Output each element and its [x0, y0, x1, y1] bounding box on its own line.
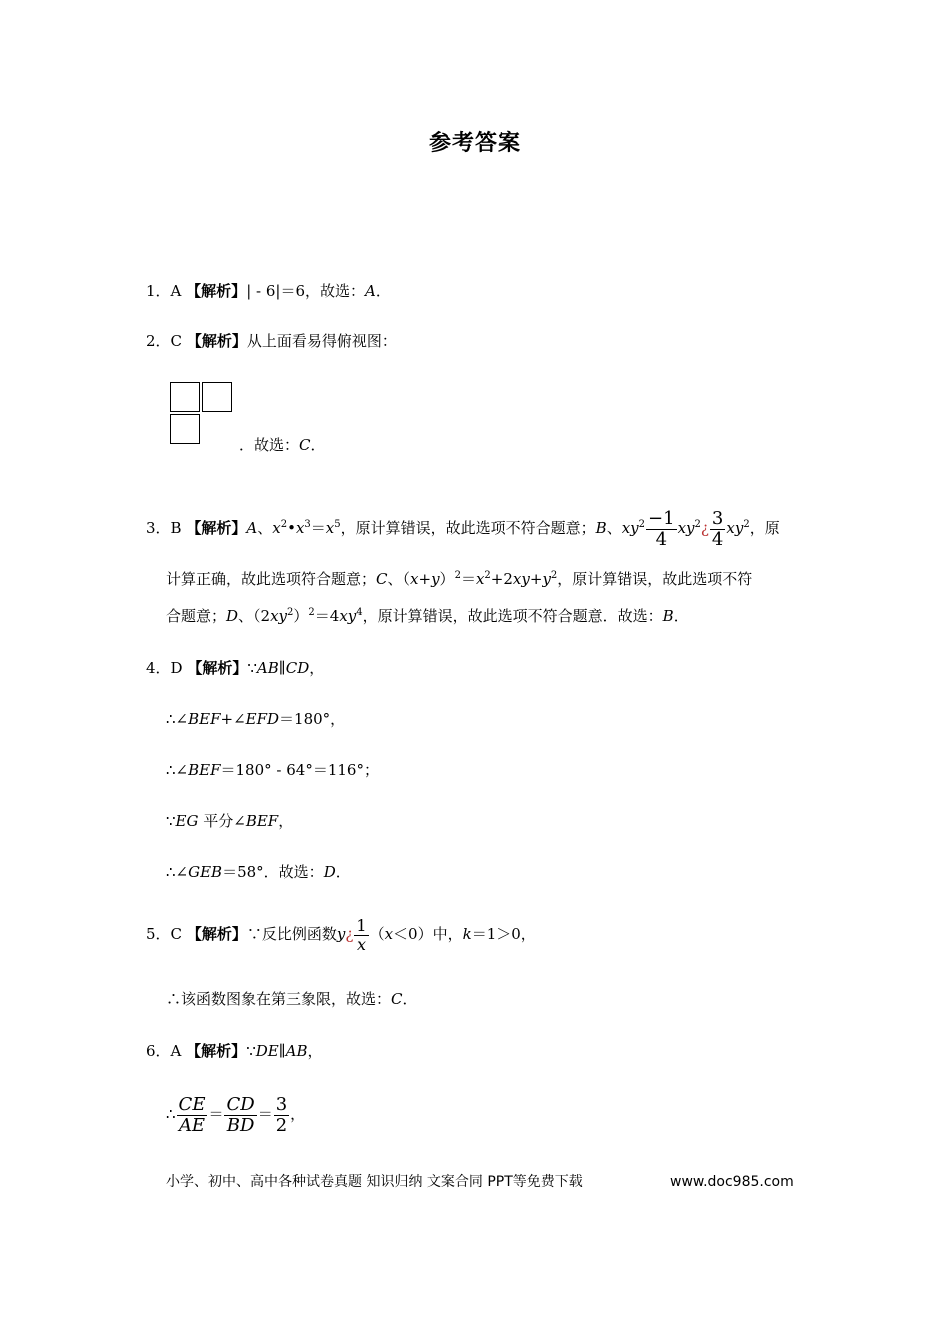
- answer-4-line-3: ∴∠BEF＝180° - 64°＝116°；: [166, 761, 379, 779]
- fraction: $\frac{-1}{4}$: [648, 507, 675, 550]
- answer-3-line-2: 计算正确，故此选项符合题意；C、$(x+y)^2=x^2+2xy+y^2$，原计算错误，故此选项不符: [166, 570, 753, 588]
- answer-5-line-2: ∴该函数图象在第三象限，故选：C．: [166, 990, 418, 1008]
- answer-4-line-5: ∴∠GEB＝58°．故选：D．: [166, 863, 351, 881]
- footer-text: 小学、初中、高中各种试卷真题 知识归纳 文案合同 PPT等免费下载: [166, 1174, 583, 1190]
- answer-3-line-3: 合题意；D、$(2xy^2)^2=4xy^4$，原计算错误，故此选项不符合题意．故选：B．: [166, 607, 689, 625]
- answer-4-line-2: ∴∠BEF+∠EFD＝180°，: [166, 710, 346, 728]
- fraction: $\frac{3}{4}$: [711, 507, 724, 550]
- answer-2-conclusion: ．故选：C．: [239, 436, 326, 454]
- fraction: $\frac{CE}{AE}$: [178, 1093, 206, 1136]
- fraction: $\frac{CD}{BD}$: [226, 1093, 255, 1136]
- fraction: $\frac{3}{2}$: [275, 1093, 288, 1136]
- answer-2: 2．C 【解析】从上面看易得俯视图：: [146, 332, 397, 350]
- answer-6-line-2: ∴ $\frac{CE}{AE}$ ＝ $\frac{CD}{BD}$ ＝ $\frac{3}{2}$ ，: [166, 1093, 306, 1136]
- page-title: 参考答案: [428, 130, 521, 156]
- footer-link[interactable]: www.doc985.com: [670, 1174, 794, 1190]
- figure-square: [170, 414, 200, 444]
- fraction: $\frac{1}{x}$: [356, 915, 367, 954]
- answer-1: 1．A 【解析】| - 6|＝6，故选：A．: [146, 282, 391, 300]
- answer-4-line-4: ∵EG 平分∠BEF，: [166, 812, 294, 830]
- answer-4-line-1: 4．D 【解析】∵AB∥CD，: [146, 659, 325, 677]
- answer-3-line-1: 3．B 【解析】A、$x^2•x^3=x^5$，原计算错误，故此选项不符合题意；B、$xy^2$ $\frac{-1}{4}$ $xy^2¿$ $\frac{3}{4}$ $xy^2$，原: [146, 507, 780, 550]
- answer-5-line-1: 5．C 【解析】∵反比例函数y¿ $\frac{1}{x}$ （x＜0）中，k＝1＞0，: [146, 915, 536, 954]
- top-view-figure: [170, 382, 236, 448]
- answer-6-line-1: 6．A 【解析】∵DE∥AB，: [146, 1042, 323, 1060]
- figure-square: [170, 382, 200, 412]
- figure-square: [202, 382, 232, 412]
